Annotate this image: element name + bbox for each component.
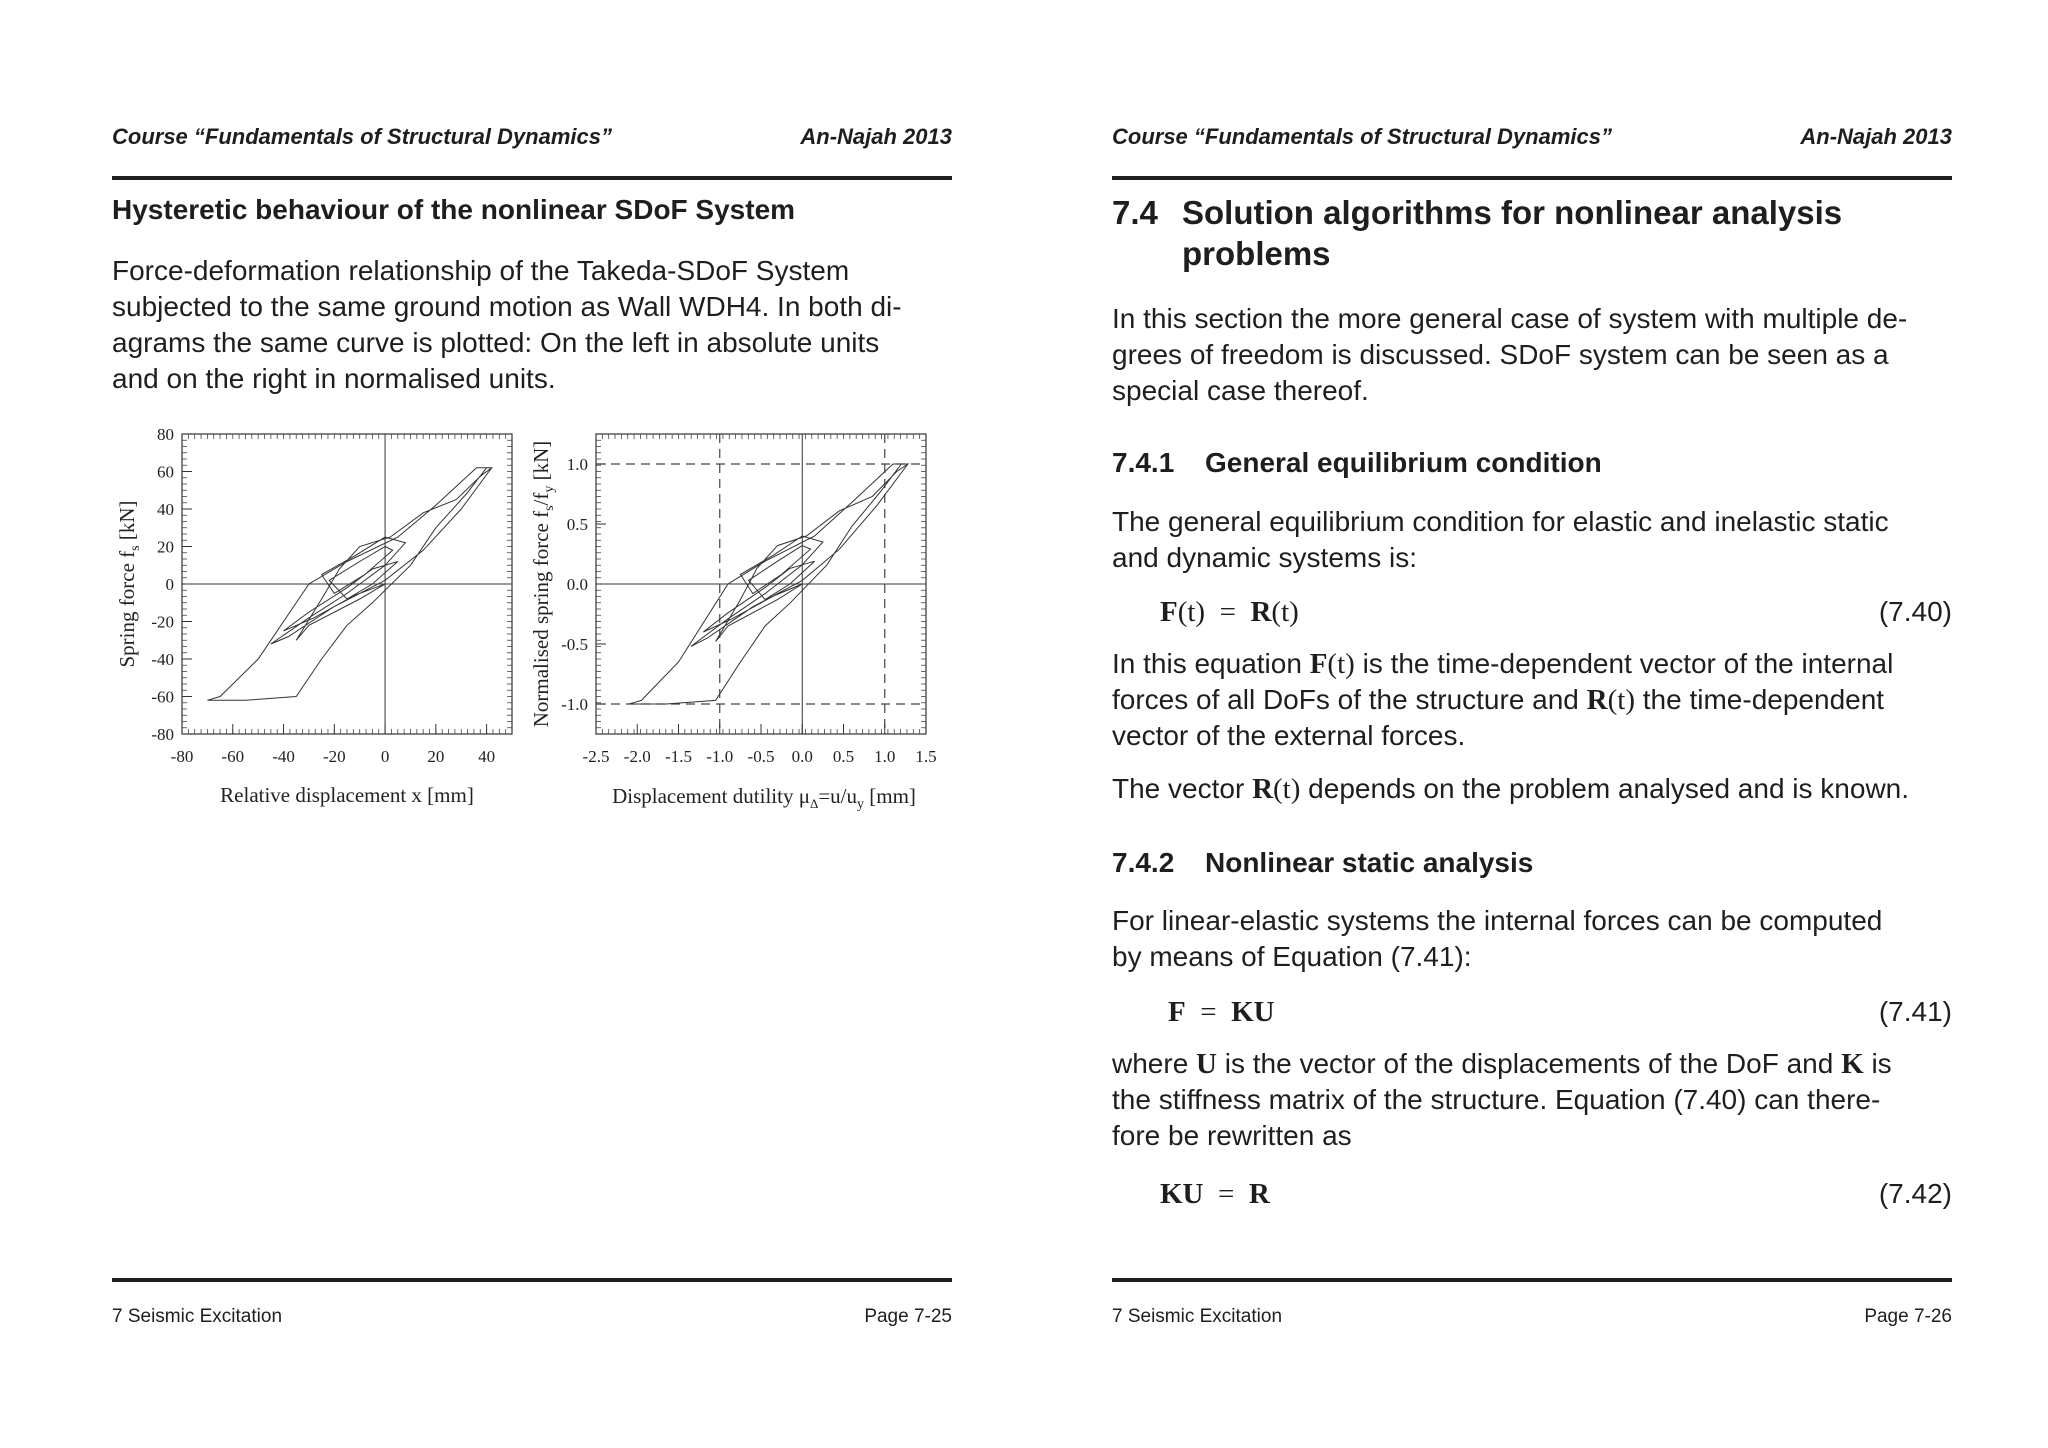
subsection-title: Nonlinear static analysis [1205, 847, 1534, 878]
subsection-number: 7.4.1 [1112, 447, 1175, 478]
equation-7-41 [1112, 996, 1952, 1032]
text-line: For linear-elastic systems the internal forces can be computed [1112, 905, 1883, 936]
x-tick-label: -2.0 [623, 747, 651, 766]
course-year: An-Najah 2013 [800, 124, 952, 149]
y-tick-label: 0.0 [566, 575, 588, 594]
course-year: An-Najah 2013 [1800, 124, 1952, 149]
x-tick-label: -40 [272, 747, 295, 766]
equation-expression: KU = R [1160, 1178, 1270, 1210]
text-line: by means of Equation (7.41): [1112, 941, 1472, 972]
y-tick-label: 0 [165, 575, 174, 594]
text-line: and dynamic systems is: [1112, 542, 1417, 573]
text-line: forces of all DoFs of the structure and R(t) the time-dependent [1112, 684, 1885, 716]
chart-normalised-units [529, 434, 937, 812]
x-axis-label: Relative displacement x [mm] [220, 783, 474, 807]
x-tick-label: 40 [478, 747, 496, 766]
section-intro [1112, 301, 1952, 409]
course-title: Course “Fundamentals of Structural Dynamics” [112, 124, 612, 149]
y-tick-label: -20 [151, 612, 174, 632]
equation-explanation [1112, 646, 1952, 754]
y-tick-label: -1.0 [561, 695, 588, 714]
x-tick-label: -20 [322, 747, 346, 766]
intro-paragraph [112, 253, 952, 397]
right-page-header [1112, 124, 1952, 154]
ticks [561, 434, 937, 766]
equation-expression: F(t) = R(t) [1160, 596, 1299, 628]
right-page [1112, 0, 1952, 1448]
page-number: Page 7-25 [864, 1306, 952, 1327]
x-axis-label: Displacement dutility $\mu_\Delta=u/u_y$ [mm] [612, 784, 916, 812]
x-tick-label: 1.0 [874, 747, 896, 766]
text-line: the stiffness matrix of the structure. Equation (7.40) can there- [1112, 1084, 1881, 1115]
equation-7-40 [1112, 596, 1952, 632]
text-line: fore be rewritten as [1112, 1120, 1352, 1151]
x-tick-label: 1.5 [915, 747, 937, 766]
text-line: and on the right in normalised units. [112, 363, 556, 394]
x-tick-label: -1.5 [665, 747, 692, 766]
chart-absolute-units [115, 425, 512, 807]
y-tick-label: 80 [157, 425, 174, 444]
equation-expression: F = KU [1168, 996, 1275, 1028]
text-line: subjected to the same ground motion as Wall WDH4. In both di- [112, 291, 902, 322]
chapter-label: 7 Seismic Excitation [1112, 1306, 1283, 1327]
course-title: Course “Fundamentals of Structural Dynamics” [1112, 124, 1612, 149]
section-number: 7.4 [1112, 194, 1158, 231]
y-axis-label: Spring force $f_s$ [kN] [115, 500, 143, 668]
y-tick-label: -60 [151, 687, 174, 707]
chapter-label: 7 Seismic Excitation [112, 1306, 283, 1327]
x-tick-label: 0.5 [832, 747, 855, 766]
axes [182, 434, 512, 734]
text-line: agrams the same curve is plotted: On the left in absolute units [112, 327, 880, 358]
ticks [151, 425, 512, 766]
x-tick-label: 0 [380, 747, 390, 766]
text-line: grees of freedom is discussed. SDoF system can be seen as a [1112, 339, 1889, 370]
y-tick-label: 20 [157, 537, 174, 557]
hysteresis-figure [112, 420, 952, 820]
subsection-title: General equilibrium condition [1205, 447, 1602, 478]
text-line: The vector R(t) depends on the problem analysed and is known. [1112, 773, 1910, 805]
left-page-header [112, 124, 952, 154]
page-number: Page 7-26 [1864, 1306, 1952, 1327]
header-rule [112, 176, 952, 180]
text-line: Force-deformation relationship of the Takeda-SDoF System [112, 255, 850, 286]
y-tick-label: 0.5 [566, 515, 588, 534]
left-page [112, 0, 952, 1448]
x-tick-label: -0.5 [747, 747, 775, 766]
y-tick-label: -0.5 [561, 635, 588, 654]
equation-number: (7.40) [1878, 596, 1952, 627]
equation-number: (7.42) [1878, 1178, 1952, 1209]
y-tick-label: -40 [151, 650, 174, 669]
subheading: Hysteretic behaviour of the nonlinear SDoF System [112, 194, 796, 225]
equilibrium-paragraph [1112, 504, 1952, 576]
y-tick-label: 60 [157, 462, 174, 482]
x-tick-label: 0.0 [791, 747, 813, 766]
footer-rule [112, 1278, 952, 1282]
x-tick-label: -80 [170, 747, 194, 766]
y-tick-label: 1.0 [566, 455, 588, 474]
footer-rule [1112, 1278, 1952, 1282]
y-tick-label: 40 [157, 500, 174, 519]
y-axis-label: Normalised spring force $f_s/f_y$ [kN] [529, 440, 557, 728]
x-tick-label: 20 [427, 747, 445, 766]
vector-r-paragraph [1112, 771, 1952, 807]
x-tick-label: -2.5 [582, 747, 610, 766]
section-title: Solution algorithms for nonlinear analysis problems [1182, 194, 1843, 272]
equation-7-42 [1112, 1178, 1952, 1214]
stiffness-paragraph [1112, 1046, 1952, 1154]
linear-elastic-paragraph [1112, 903, 1952, 975]
text-line: In this section the more general case of system with multiple de- [1112, 303, 1908, 334]
text-line: vector of the external forces. [1112, 720, 1466, 751]
text-line: In this equation F(t) is the time-dependent vector of the internal [1112, 648, 1894, 680]
y-tick-label: -80 [151, 725, 174, 744]
header-rule [1112, 176, 1952, 180]
equation-number: (7.41) [1878, 996, 1952, 1027]
text-line: The general equilibrium condition for elastic and inelastic static [1112, 506, 1889, 537]
subsection-number: 7.4.2 [1112, 847, 1175, 878]
text-line: special case thereof. [1112, 375, 1369, 406]
text-line: where U is the vector of the displacements of the DoF and K is [1112, 1048, 1892, 1080]
x-tick-label: -60 [221, 747, 245, 766]
x-tick-label: -1.0 [706, 747, 734, 766]
